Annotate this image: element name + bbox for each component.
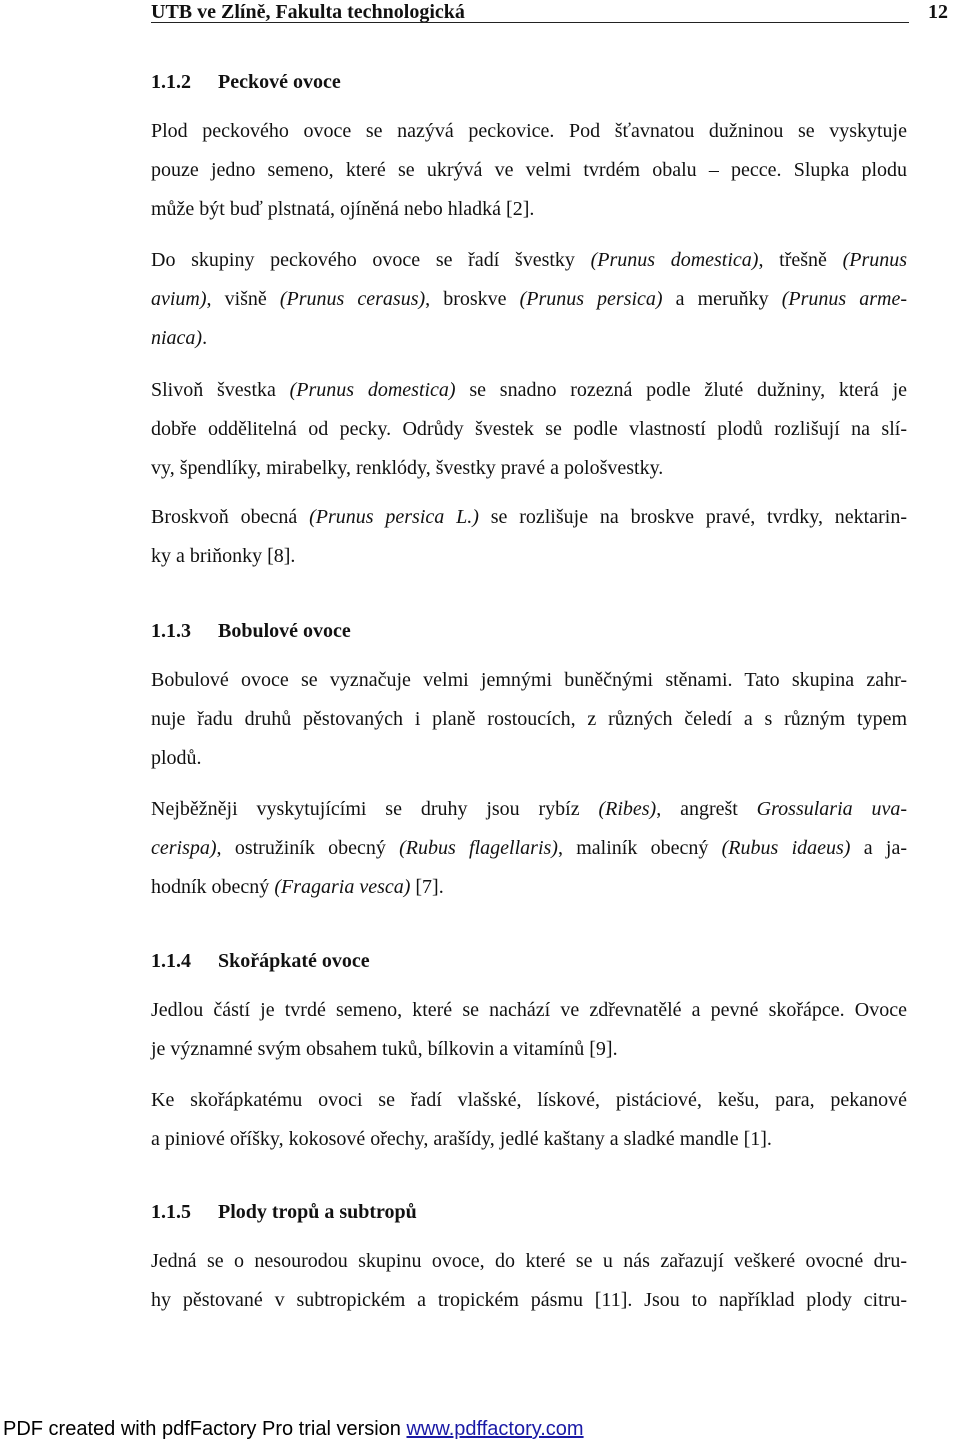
text-line: cerispa), ostružiník obecný (Rubus flagellaris), maliník obecný (Rubus idaeus) a ja-: [151, 837, 907, 859]
text-line: niaca).: [151, 327, 208, 349]
section-title: Peckové ovoce: [218, 71, 341, 93]
text-line: Ke skořápkatému ovoci se řadí vlašské, lískové, pistáciové, kešu, para, pekanové: [151, 1089, 907, 1111]
pdf-footer: [3, 1416, 584, 1442]
section-heading-1-1-3: [151, 619, 351, 643]
text-line: Jedlou částí je tvrdé semeno, které se nachází ve zdřevnatělé a pevné skořápce. Ovoce: [151, 999, 907, 1021]
running-header-title: UTB ve Zlíně, Fakulta technologická: [151, 1, 465, 23]
section-number: 1.1.4: [151, 950, 191, 972]
pdffactory-link[interactable]: www.pdffactory.com: [406, 1418, 584, 1440]
paragraph: [151, 1242, 907, 1320]
section-title: Skořápkaté ovoce: [218, 950, 370, 972]
footer-text: PDF created with pdfFactory Pro trial version: [3, 1418, 407, 1440]
section-number: 1.1.2: [151, 71, 191, 93]
text-line: může být buď plstnatá, ojíněná nebo hladká [2].: [151, 198, 535, 220]
section-title: Plody tropů a subtropů: [218, 1201, 417, 1223]
section-number: 1.1.5: [151, 1201, 191, 1223]
text-line: Nejběžněji vyskytujícími se druhy jsou rybíz (Ribes), angrešt Grossularia uva-: [151, 798, 908, 820]
paragraph: [151, 790, 907, 907]
page-number: 12: [928, 1, 948, 23]
text-line: hodník obecný (Fragaria vesca) [7].: [151, 876, 444, 898]
paragraph: [151, 991, 907, 1069]
text-line: ky a briňonky [8].: [151, 545, 296, 567]
section-heading-1-1-2: [151, 70, 341, 94]
paragraph: [151, 112, 907, 229]
text-line: pouze jedno semeno, které se ukrývá ve velmi tvrdém obalu – pecce. Slupka plodu: [151, 159, 907, 181]
paragraph: [151, 661, 907, 778]
section-heading-1-1-5: [151, 1200, 417, 1224]
text-line: Jedná se o nesourodou skupinu ovoce, do které se u nás zařazují veškeré ovocné dru-: [151, 1250, 907, 1272]
text-line: Bobulové ovoce se vyznačuje velmi jemnými buněčnými stěnami. Tato skupina zahr-: [151, 669, 907, 691]
text-line: a piniové oříšky, kokosové ořechy, arašídy, jedlé kaštany a sladké mandle [1].: [151, 1128, 772, 1150]
header-rule: [151, 22, 909, 23]
text-line: je významné svým obsahem tuků, bílkovin a vitamínů [9].: [151, 1038, 618, 1060]
text-line: dobře oddělitelná od pecky. Odrůdy švestek se podle vlastností plodů rozlišují na slí-: [151, 418, 907, 440]
text-line: avium), višně (Prunus cerasus), broskve (Prunus persica) a meruňky (Prunus arme-: [151, 288, 907, 310]
section-number: 1.1.3: [151, 620, 191, 642]
text-line: Do skupiny peckového ovoce se řadí švestky (Prunus domestica), třešně (Prunus: [151, 249, 908, 271]
text-line: plodů.: [151, 747, 202, 769]
text-line: Plod peckového ovoce se nazývá peckovice. Pod šťavnatou dužninou se vyskytuje: [151, 120, 907, 142]
text-line: Broskvoň obecná (Prunus persica L.) se rozlišuje na broskve pravé, tvrdky, nektarin-: [151, 506, 907, 528]
paragraph: [151, 498, 907, 576]
text-line: vy, špendlíky, mirabelky, renklódy, švestky pravé a pološvestky.: [151, 457, 664, 479]
text-line: Slivoň švestka (Prunus domestica) se snadno rozezná podle žluté dužniny, která je: [151, 379, 908, 401]
paragraph: [151, 241, 907, 358]
text-line: nuje řadu druhů pěstovaných i planě rostoucích, z různých čeledí a s různým typem: [151, 708, 907, 730]
paragraph: [151, 371, 907, 488]
paragraph: [151, 1081, 907, 1159]
text-line: hy pěstované v subtropickém a tropickém pásmu [11]. Jsou to například plody citru-: [151, 1289, 907, 1311]
section-title: Bobulové ovoce: [218, 620, 351, 642]
section-heading-1-1-4: [151, 949, 370, 973]
